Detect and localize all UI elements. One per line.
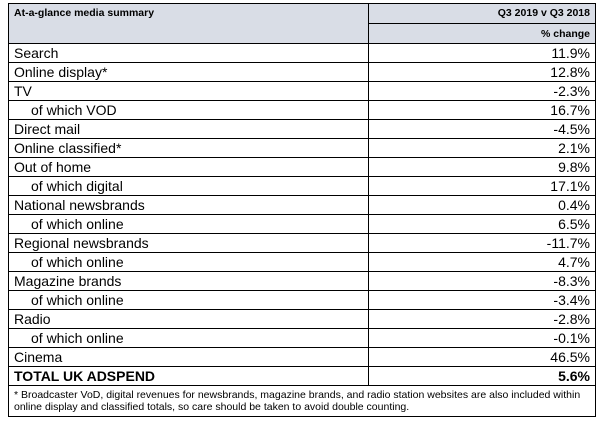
row-label: Online display* bbox=[9, 63, 369, 82]
table-row bbox=[9, 291, 596, 310]
table-row bbox=[9, 82, 596, 101]
row-value: -4.5% bbox=[369, 120, 596, 139]
table-row bbox=[9, 215, 596, 234]
row-label: of which online bbox=[9, 253, 369, 272]
row-value: 16.7% bbox=[369, 101, 596, 120]
table-row bbox=[9, 139, 596, 158]
row-label: of which digital bbox=[9, 177, 369, 196]
table-title: At-a-glance media summary bbox=[9, 4, 369, 24]
row-value: 46.5% bbox=[369, 348, 596, 367]
table-row bbox=[9, 348, 596, 367]
media-summary-frame bbox=[8, 3, 595, 417]
row-label: Online classified* bbox=[9, 139, 369, 158]
table-row bbox=[9, 234, 596, 253]
table-row bbox=[9, 329, 596, 348]
footnote-row bbox=[9, 386, 596, 417]
row-label: Regional newsbrands bbox=[9, 234, 369, 253]
row-value: -3.4% bbox=[369, 291, 596, 310]
row-value: -11.7% bbox=[369, 234, 596, 253]
table-row bbox=[9, 310, 596, 329]
period-header: Q3 2019 v Q3 2018 bbox=[369, 4, 596, 24]
row-label: of which online bbox=[9, 291, 369, 310]
row-value: -0.1% bbox=[369, 329, 596, 348]
table-header-row bbox=[9, 4, 596, 24]
table-subheader-row bbox=[9, 24, 596, 44]
table-row bbox=[9, 196, 596, 215]
row-value: -2.3% bbox=[369, 82, 596, 101]
row-value: 12.8% bbox=[369, 63, 596, 82]
total-label: TOTAL UK ADSPEND bbox=[9, 367, 369, 386]
footnote-text: * Broadcaster VoD, digital revenues for newsbrands, magazine brands, and radio station websites are also included within online display and classified totals, so care should be taken to avoid double counting. bbox=[9, 386, 596, 417]
table-row bbox=[9, 63, 596, 82]
row-value: 4.7% bbox=[369, 253, 596, 272]
row-value: -2.8% bbox=[369, 310, 596, 329]
table-row bbox=[9, 272, 596, 291]
row-value: -8.3% bbox=[369, 272, 596, 291]
row-label: Out of home bbox=[9, 158, 369, 177]
row-label: Cinema bbox=[9, 348, 369, 367]
table-row bbox=[9, 158, 596, 177]
row-value: 11.9% bbox=[369, 44, 596, 63]
row-label: Radio bbox=[9, 310, 369, 329]
row-label: of which online bbox=[9, 329, 369, 348]
row-label: Magazine brands bbox=[9, 272, 369, 291]
subheader-blank bbox=[9, 24, 369, 44]
row-value: 17.1% bbox=[369, 177, 596, 196]
table-row bbox=[9, 177, 596, 196]
row-value: 6.5% bbox=[369, 215, 596, 234]
row-value: 9.8% bbox=[369, 158, 596, 177]
row-value: 0.4% bbox=[369, 196, 596, 215]
table-row bbox=[9, 101, 596, 120]
row-label: TV bbox=[9, 82, 369, 101]
total-row bbox=[9, 367, 596, 386]
table-row bbox=[9, 44, 596, 63]
row-label: of which online bbox=[9, 215, 369, 234]
unit-header: % change bbox=[369, 24, 596, 44]
row-label: National newsbrands bbox=[9, 196, 369, 215]
row-value: 2.1% bbox=[369, 139, 596, 158]
table-row bbox=[9, 120, 596, 139]
media-summary-table bbox=[8, 3, 596, 417]
total-value: 5.6% bbox=[369, 367, 596, 386]
table-body bbox=[9, 44, 596, 367]
table-row bbox=[9, 253, 596, 272]
row-label: Search bbox=[9, 44, 369, 63]
row-label: Direct mail bbox=[9, 120, 369, 139]
row-label: of which VOD bbox=[9, 101, 369, 120]
